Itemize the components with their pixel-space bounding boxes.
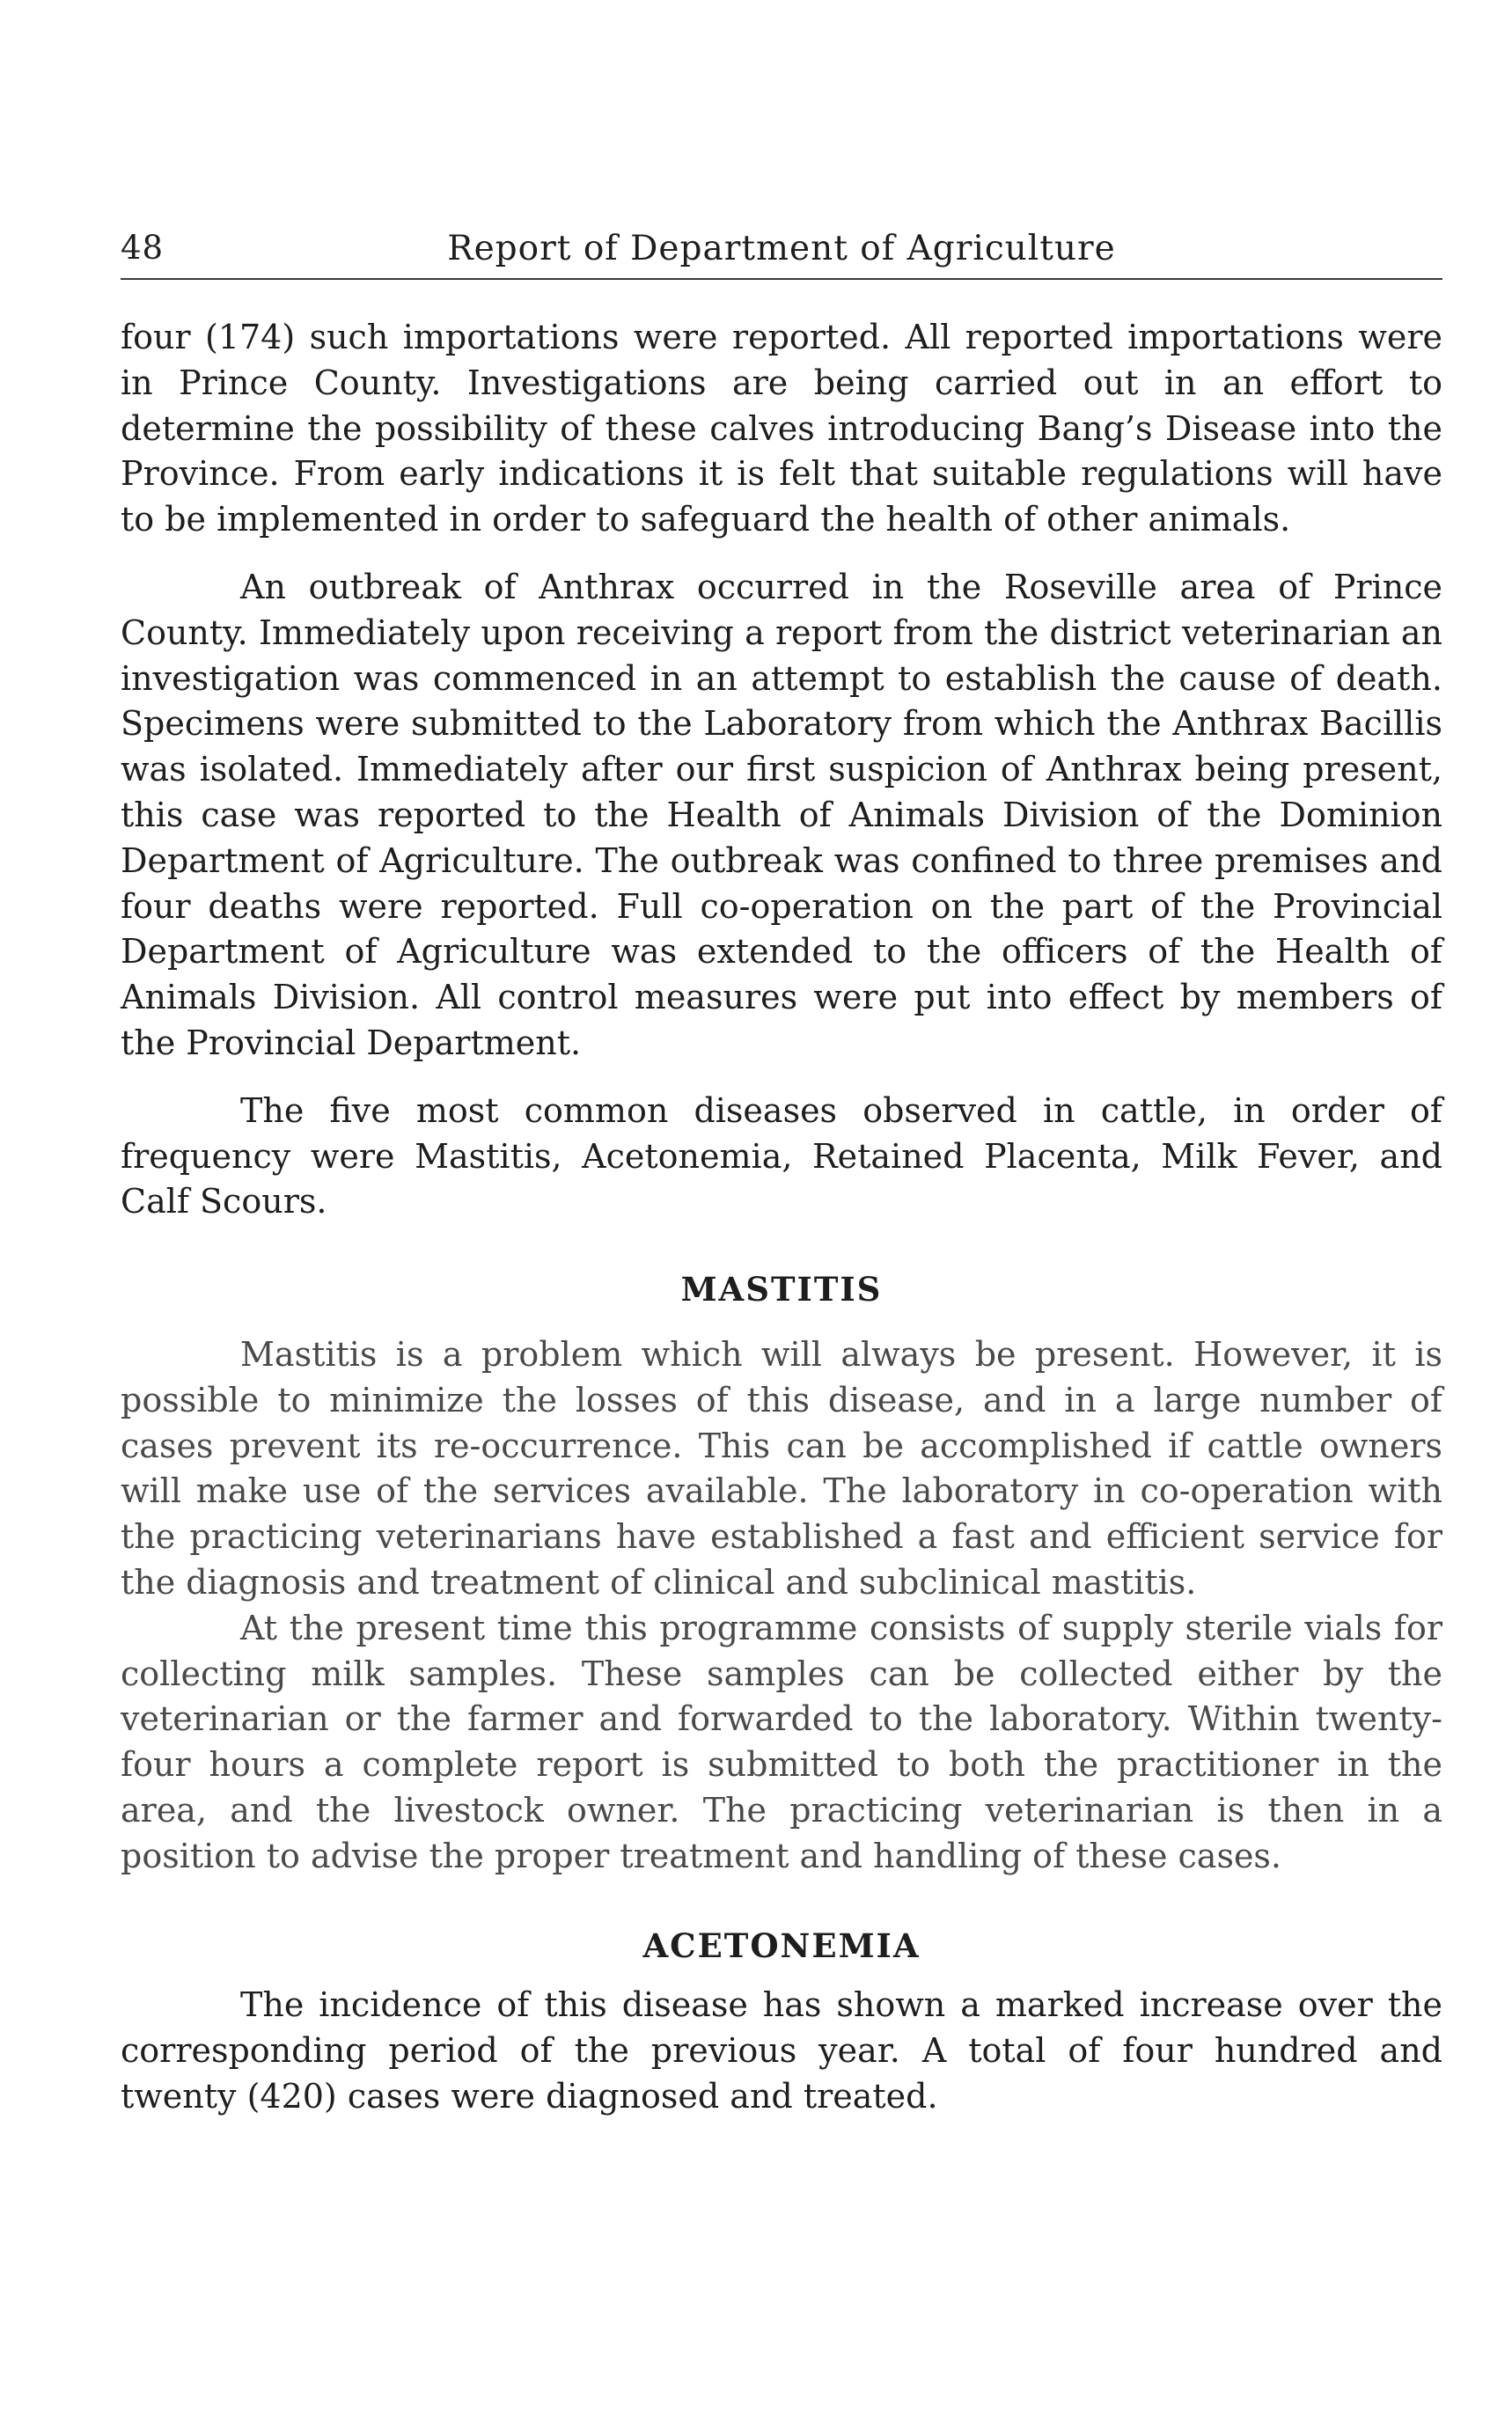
paragraph-acetonemia: The incidence of this disease has shown a marked increase over the corresponding period of the previous year. A total of four hundred and twenty (420) cases were diagnosed and treated. [121, 1985, 1442, 2116]
section-heading-mastitis: MASTITIS [680, 1270, 883, 1309]
paragraph-importations: four (174) such importations were reported. All reported importations were in Prince County. Investigations are being carried out in an effort to determine the possibility of these calves introducing Bang’s Disease into the Province. From early indications it is felt that suitable regulations will have to be implemented in order to safeguard the health of other animals. [121, 318, 1442, 539]
paragraph-mastitis-programme: At the present time this programme consists of supply sterile vials for collecting milk samples. These samples can be collected either by the veterinarian or the farmer and forwarded to the laboratory. Within twenty-four hours a complete report is submitted to both the practitioner in the area, and the livestock owner. The practicing veterinarian is then in a position to advise the proper treatment and handling of these cases. [121, 1608, 1442, 1875]
running-title: Report of Department of Agriculture [447, 229, 1116, 268]
header-rule [121, 278, 1442, 280]
page-body [121, 315, 1442, 2120]
page-number: 48 [121, 229, 165, 267]
paragraph-anthrax-outbreak: An outbreak of Anthrax occurred in the Roseville area of Prince County. Immediately upon receiving a report from the district veterinarian an investigation was commenced in an attempt to establish the cause of death. Specimens were submitted to the Laboratory from which the Anthrax Bacillis was isolated. Immediately after our first suspicion of Anthrax being present, this case was reported to the Health of Animals Division of the Dominion Department of Agriculture. The outbreak was confined to three premises and four deaths were reported. Full co-operation on the part of the Provincial Department of Agriculture was extended to the officers of the Health of Animals Division. All control measures were put into effect by members of the Provincial Department. [121, 567, 1442, 1062]
section-heading-acetonemia: ACETONEMIA [642, 1926, 921, 1965]
paragraph-common-diseases: The five most common diseases observed in cattle, in order of frequency were Mastitis, Acetonemia, Retained Placenta, Milk Fever, and Calf Scours. [121, 1090, 1442, 1221]
paragraph-mastitis-problem: Mastitis is a problem which will always be present. However, it is possible to minimize the losses of this disease, and in a large number of cases prevent its re-occurrence. This can be accomplished if cattle owners will make use of the services available. The laboratory in co-operation with the practicing veterinarians have established a fast and efficient service for the diagnosis and treatment of clinical and subclinical mastitis. [121, 1334, 1442, 1602]
page-header [121, 218, 1442, 280]
